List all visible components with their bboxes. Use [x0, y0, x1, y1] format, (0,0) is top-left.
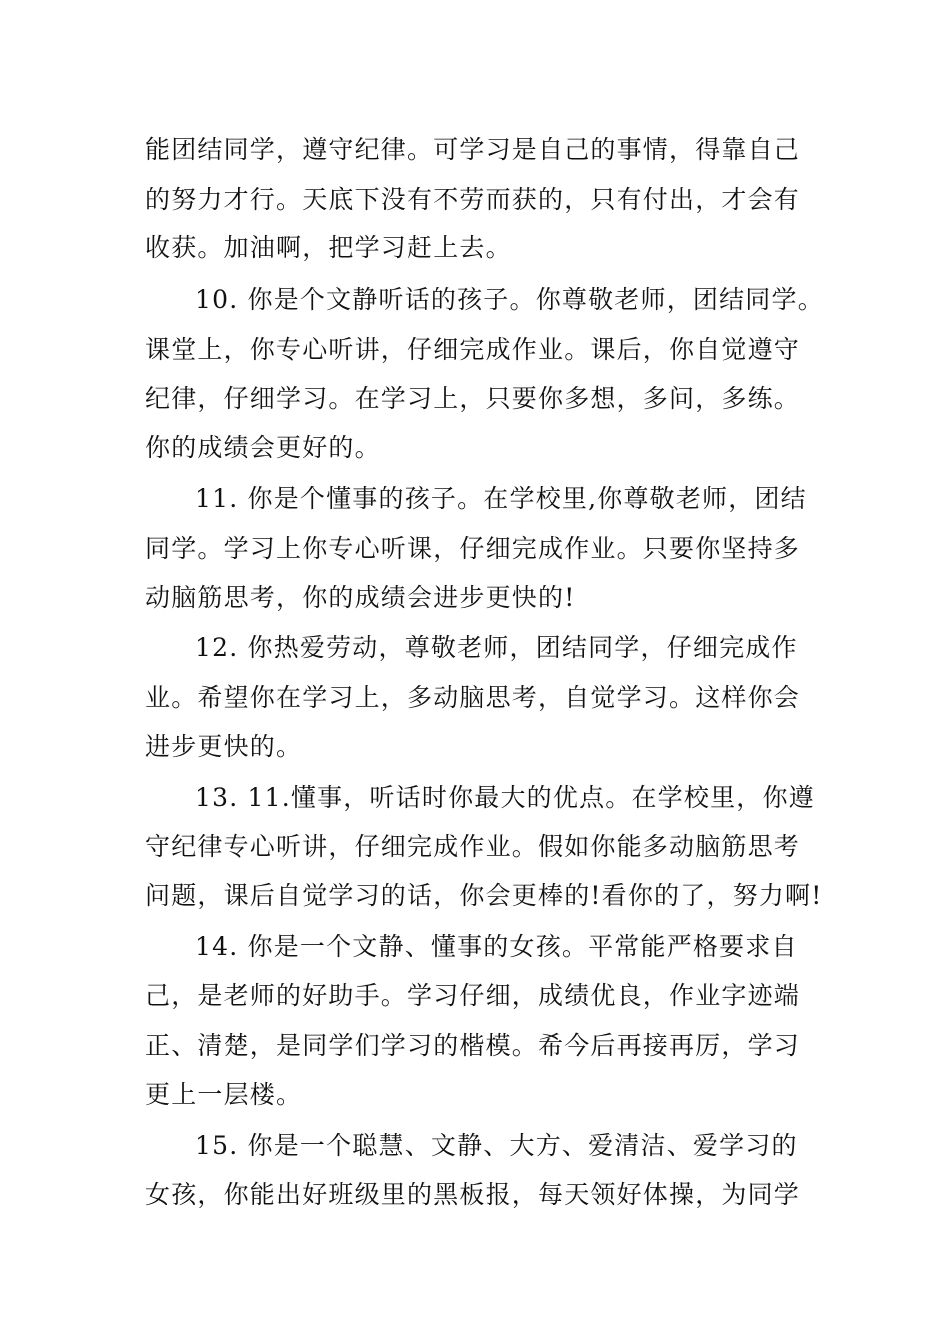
- paragraph-start-15: 15. 你是一个聪慧、文静、大方、爱清洁、爱学习的: [195, 1131, 798, 1160]
- text-line: 己，是老师的好助手。学习仔细，成绩优良，作业字迹端: [145, 981, 801, 1010]
- text-line: 你的成绩会更好的。: [145, 433, 381, 462]
- text-line: 纪律，仔细学习。在学习上，只要你多想，多问，多练。: [145, 384, 801, 413]
- text-line: 进步更快的。: [145, 732, 303, 761]
- text-line: 正、清楚，是同学们学习的楷模。希今后再接再厉，学习: [145, 1031, 801, 1060]
- text-line: 课堂上，你专心听讲，仔细完成作业。课后，你自觉遵守: [145, 335, 801, 364]
- text-line: 业。希望你在学习上，多动脑思考，自觉学习。这样你会: [145, 683, 801, 712]
- paragraph-start-13: 13. 11.懂事，听话时你最大的优点。在学校里，你遵: [195, 783, 815, 812]
- text-line: 更上一层楼。: [145, 1080, 303, 1109]
- text-line: 的努力才行。天底下没有不劳而获的，只有付出，才会有: [145, 185, 801, 214]
- text-line: 同学。学习上你专心听课，仔细完成作业。只要你坚持多: [145, 534, 801, 563]
- paragraph-start-12: 12. 你热爱劳动，尊敬老师，团结同学，仔细完成作: [195, 633, 798, 662]
- text-line: 女孩，你能出好班级里的黑板报，每天领好体操，为同学: [145, 1180, 801, 1209]
- paragraph-start-14: 14. 你是一个文静、懂事的女孩。平常能严格要求自: [195, 932, 798, 961]
- paragraph-start-10: 10. 你是个文静听话的孩子。你尊敬老师，团结同学。: [195, 285, 824, 314]
- text-line: 动脑筋思考，你的成绩会进步更快的!: [145, 583, 576, 612]
- text-line: 守纪律专心听讲，仔细完成作业。假如你能多动脑筋思考: [145, 832, 801, 861]
- text-line: 收获。加油啊，把学习赶上去。: [145, 233, 512, 262]
- text-line: 能团结同学，遵守纪律。可学习是自己的事情，得靠自己: [145, 135, 801, 164]
- text-line: 问题，课后自觉学习的话，你会更棒的!看你的了，努力啊!: [145, 881, 823, 910]
- paragraph-start-11: 11. 你是个懂事的孩子。在学校里,你尊敬老师，团结: [195, 484, 807, 513]
